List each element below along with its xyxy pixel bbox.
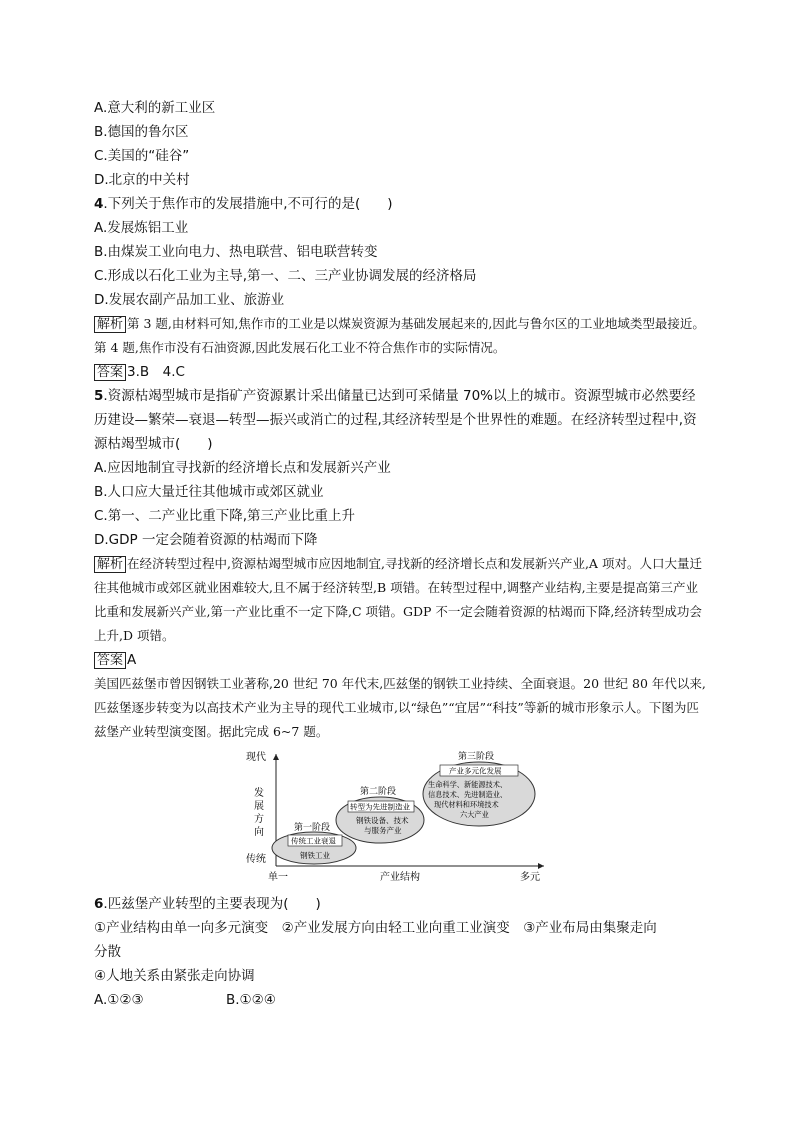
- analysis-5: [94, 552, 706, 648]
- q3-option-d: D.北京的中关村: [94, 172, 190, 188]
- q4-option-d: D.发展农副产品加工业、旅游业: [94, 292, 285, 308]
- q5-stem-text: .资源枯竭型城市是指矿产资源累计采出储量已达到可采储量 70%以上的城市。资源型城市必然要经历建设—繁荣—衰退—转型—振兴或消亡的过程,其经济转型是个世界性的难题。在经济转型过程中,资源枯竭型城市( ): [94, 388, 697, 452]
- answer-text: A: [127, 652, 137, 668]
- analysis-3-4: [94, 312, 706, 360]
- q6-options-line1-cont: 分散: [94, 944, 121, 960]
- q6-number: 6: [94, 896, 104, 912]
- analysis-text: 在经济转型过程中,资源枯竭型城市应因地制宜,寻找新的经济增长点和发展新兴产业,A 项对。人口大量迁往其他城市或郊区就业困难较大,且不属于经济转型,B 项错。在转型过程中,调整产业结构,主要是提高第三产业比重和发展新兴产业,第一产业比重不一定下降,C 项错。GDP 不一定会随着资源的枯竭而下降,经济转型成功会上升,D 项错。: [94, 556, 702, 643]
- y-label-mid-3: 方: [254, 814, 264, 825]
- analysis-tag: 解析: [94, 556, 126, 573]
- q6-choice-a: A.①②③: [94, 992, 144, 1008]
- stage2-title: 第二阶段: [360, 787, 397, 797]
- q6-stem-text: .匹兹堡产业转型的主要表现为( ): [103, 896, 321, 912]
- q6-options-line2: ④人地关系由紧张走向协调: [94, 968, 255, 984]
- q5-option-d: D.GDP 一定会随着资源的枯竭而下降: [94, 532, 318, 548]
- q6-choices: [94, 988, 706, 1012]
- answer-tag: 答案: [94, 652, 126, 669]
- q4-option-a: A.发展炼铝工业: [94, 220, 189, 236]
- industry-transition-figure: [244, 748, 554, 888]
- q4-number: 4: [94, 196, 104, 212]
- stage3-line5: 六大产业: [460, 810, 489, 819]
- q4-option-b: B.由煤炭工业向电力、热电联营、铝电联营转变: [94, 244, 378, 260]
- stage2-line2: 钢铁设备、技术: [356, 816, 409, 825]
- y-label-mid-2: 展: [254, 801, 264, 812]
- q3-option-b: B.德国的鲁尔区: [94, 124, 189, 140]
- q4-stem: [94, 192, 706, 216]
- answer-3-4: [94, 360, 706, 384]
- material-text: 美国匹兹堡市曾因钢铁工业著称,20 世纪 70 年代末,匹兹堡的钢铁工业持续、全面衰退。20 世纪 80 年代以来,匹兹堡逐步转变为以高技术产业为主导的现代工业城市,以“绿色”“宜居”“科技”等新的城市形象示人。下图为匹兹堡产业转型演变图。据此完成 6~7 题。: [94, 676, 706, 739]
- y-label-mid-1: 发: [254, 788, 264, 799]
- stage3-title: 第三阶段: [458, 752, 495, 762]
- x-label-right: 多元: [520, 872, 540, 883]
- q5-option-a: A.应因地制宜寻找新的经济增长点和发展新兴产业: [94, 460, 391, 476]
- x-label-mid: 产业结构: [380, 872, 420, 883]
- analysis-text: 第 3 题,由材料可知,焦作市的工业是以煤炭资源为基础发展起来的,因此与鲁尔区的工业地域类型最接近。第 4 题,焦作市没有石油资源,因此发展石化工业不符合焦作市的实际情况。: [94, 316, 705, 355]
- y-label-mid-4: 向: [254, 827, 264, 838]
- transition-diagram: [244, 748, 554, 888]
- y-label-bottom: 传统: [246, 854, 266, 865]
- stage3-line1: 产业多元化发展: [449, 766, 502, 776]
- q5-option-c: C.第一、二产业比重下降,第三产业比重上升: [94, 508, 356, 524]
- answer-text: 3.B 4.C: [127, 364, 185, 380]
- q5-number: 5: [94, 388, 104, 404]
- answer-tag: 答案: [94, 364, 126, 381]
- stage2-line1: 转型为先进制造业: [350, 802, 410, 812]
- stage3-line3: 信息技术、先进制造业、: [428, 790, 508, 799]
- stage3-line4: 现代材料和环境技术: [434, 800, 499, 809]
- q6-choice-b: B.①②④: [226, 992, 276, 1008]
- q4-stem-text: .下列关于焦作市的发展措施中,不可行的是( ): [103, 196, 393, 212]
- q5-stem: [94, 384, 706, 456]
- x-label-left: 单一: [268, 872, 288, 883]
- q3-option-a: A.意大利的新工业区: [94, 100, 216, 116]
- q5-option-b: B.人口应大量迁往其他城市或郊区就业: [94, 484, 324, 500]
- stage2-line3: 与服务产业: [364, 826, 402, 835]
- q3-option-c: C.美国的“硅谷”: [94, 148, 190, 164]
- analysis-tag: 解析: [94, 316, 126, 333]
- stage1-line1: 传统工业衰退: [291, 836, 336, 846]
- q6-options-line1: ①产业结构由单一向多元演变 ②产业发展方向由轻工业向重工业演变 ③产业布局由集聚走向: [94, 920, 657, 936]
- q4-option-c: C.形成以石化工业为主导,第一、二、三产业协调发展的经济格局: [94, 268, 477, 284]
- q6-stem: [94, 892, 706, 916]
- answer-5: [94, 648, 706, 672]
- stage1-line2: 钢铁工业: [300, 851, 330, 860]
- exam-page: [94, 96, 706, 1012]
- stage1-title: 第一阶段: [294, 823, 331, 833]
- y-label-top: 现代: [246, 752, 266, 763]
- stage3-line2: 生命科学、新能源技术、: [428, 780, 508, 789]
- y-label-mid: [254, 786, 267, 838]
